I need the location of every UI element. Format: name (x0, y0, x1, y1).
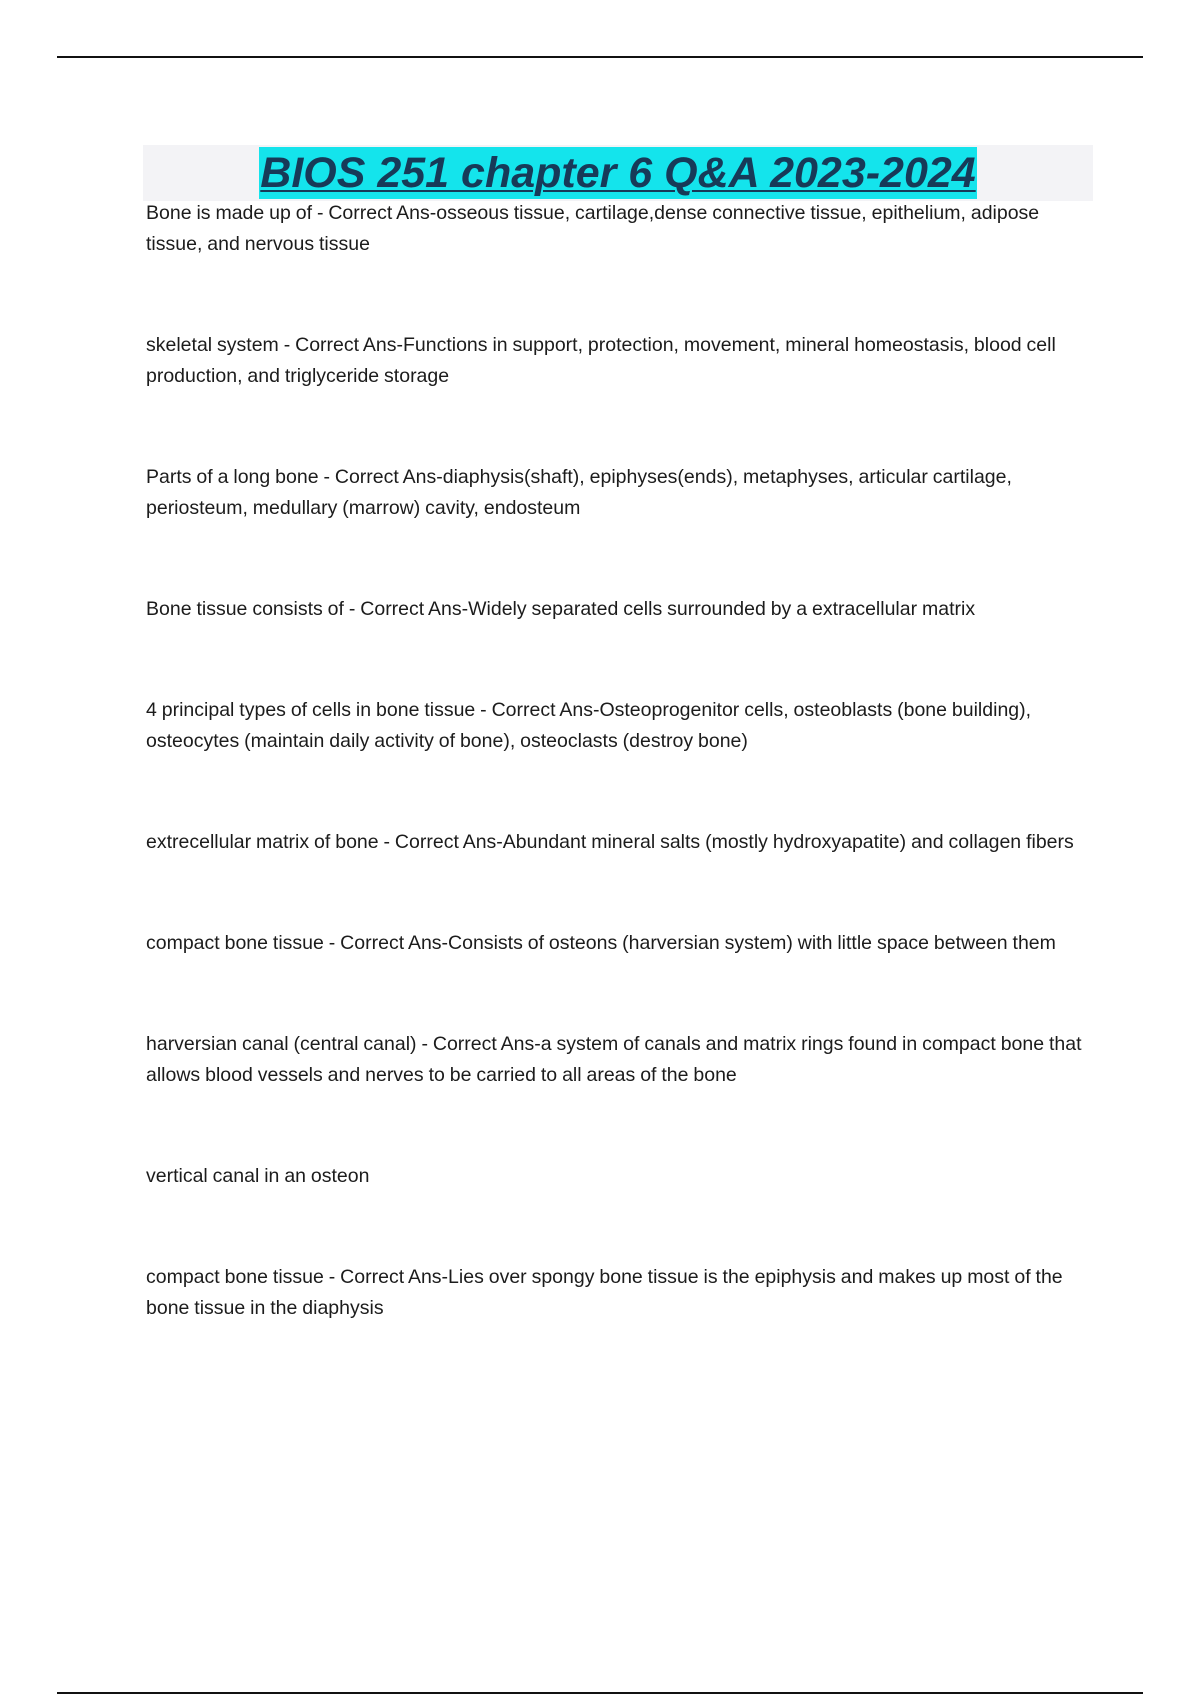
qa-item: compact bone tissue - Correct Ans-Consists of osteons (harversian system) with little space between them (146, 932, 1056, 954)
qa-item: Bone tissue consists of - Correct Ans-Widely separated cells surrounded by a extracellular matrix (146, 598, 976, 620)
qa-item: skeletal system - Correct Ans-Functions in support, protection, movement, mineral homeostasis, blood cell production, and triglyceride storage (146, 334, 1056, 387)
qa-item: compact bone tissue - Correct Ans-Lies over spongy bone tissue is the epiphysis and makes up most of the bone tissue in the diaphysis (146, 1266, 1063, 1319)
qa-item: extrecellular matrix of bone - Correct Ans-Abundant mineral salts (mostly hydroxyapatite) and collagen fibers (146, 831, 1074, 853)
bottom-divider (57, 1692, 1143, 1694)
top-divider (57, 56, 1143, 58)
qa-item: 4 principal types of cells in bone tissue - Correct Ans-Osteoprogenitor cells, osteoblasts (bone building), osteocytes (maintain daily activity of bone), osteoclasts (destroy bone) (146, 699, 1032, 752)
qa-item: Bone is made up of - Correct Ans-osseous tissue, cartilage,dense connective tissue, epithelium, adipose tissue, and nervous tissue (146, 202, 1040, 255)
qa-item: vertical canal in an osteon (146, 1165, 370, 1187)
document-title: BIOS 251 chapter 6 Q&A 2023-2024 (260, 149, 976, 197)
title-container (143, 145, 1093, 201)
qa-item: harversian canal (central canal) - Correct Ans-a system of canals and matrix rings found in compact bone that allows blood vessels and nerves to be carried to all areas of the bone (146, 1033, 1082, 1086)
qa-list (146, 198, 1092, 1394)
qa-item: Parts of a long bone - Correct Ans-diaphysis(shaft), epiphyses(ends), metaphyses, articular cartilage, periosteum, medullary (marrow) cavity, endosteum (146, 466, 1012, 519)
